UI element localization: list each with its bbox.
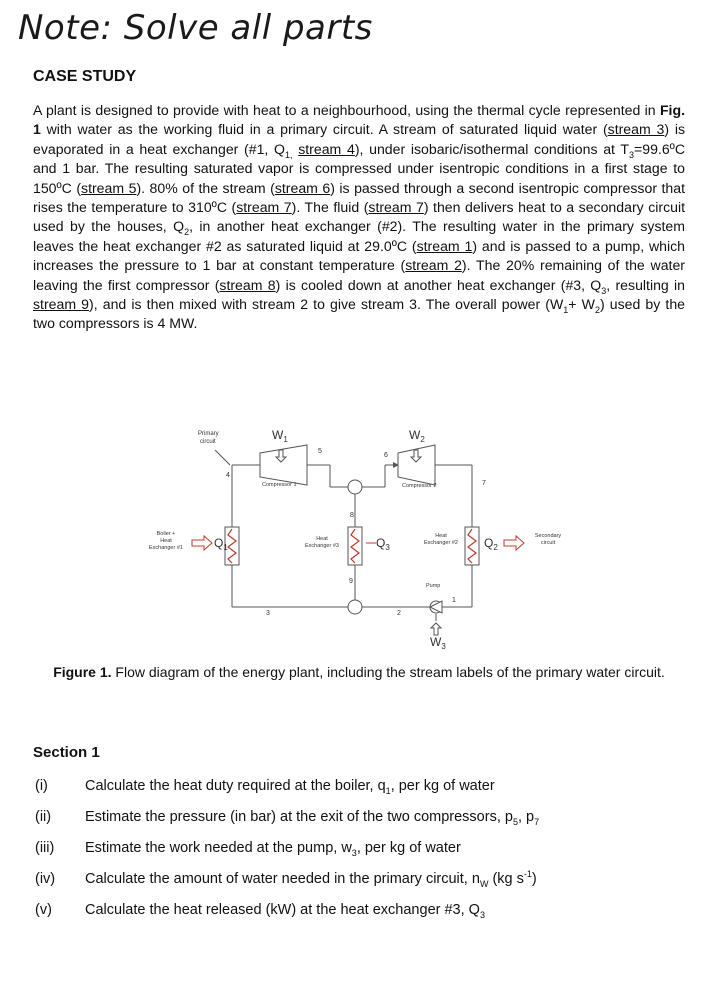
mixer-node: [348, 600, 362, 614]
question-number: (v): [35, 902, 52, 918]
w3-arrow-icon: [431, 623, 441, 635]
splitter-node: [348, 480, 362, 494]
text-u: stream 5: [81, 179, 137, 196]
compressor-2-label: Compressor 2: [402, 483, 437, 489]
text-u: stream 7: [236, 199, 292, 216]
question-text: Calculate the heat released (kW) at the heat exchanger #3, $Q_3$: [85, 902, 485, 920]
text-sub: 5: [512, 816, 518, 827]
stream-3-label: 3: [266, 610, 270, 617]
stream-8-label: 8: [350, 512, 354, 519]
question-number: (iii): [35, 840, 55, 856]
text-u: stream 6: [274, 179, 331, 196]
primary-circuit-label: Primary circuit: [198, 431, 219, 445]
q2-label: $Q_2$: [484, 536, 498, 552]
pump-label: Pump: [426, 583, 441, 589]
question-number: (i): [35, 778, 48, 794]
stream-9-label: 9: [349, 578, 353, 585]
w1-label: $W_1$: [272, 428, 288, 444]
case-study-title: CASE STUDY: [33, 68, 137, 85]
stream-5-label: 5: [318, 448, 322, 455]
stream-1-label: 1: [452, 597, 456, 604]
text-sub: 7: [534, 816, 540, 827]
q1-arrow-icon: [192, 536, 212, 550]
secondary-circuit-label: Secondary circuit: [534, 533, 562, 546]
text-u: stream 9: [33, 296, 90, 313]
text-sub: W: [479, 878, 489, 889]
flow-diagram: [130, 425, 570, 650]
q3-label: $Q_3$: [376, 536, 390, 552]
text-b: Fig. 1: [33, 102, 685, 138]
text-sub: 2: [184, 227, 190, 238]
figure-caption: [33, 663, 685, 681]
handwritten-note: Note: Solve all parts: [18, 8, 373, 48]
text-u: stream 2: [405, 257, 462, 274]
heat-exchanger-3: [348, 527, 362, 565]
text-u: stream 4: [298, 140, 355, 157]
text-sup: -1: [523, 869, 532, 880]
w3-label: $W_3$: [430, 635, 446, 650]
q2-arrow-icon: [504, 536, 524, 550]
text-sub: 1: [563, 304, 569, 315]
stream-6-label: 6: [384, 452, 388, 459]
text-u: stream 7: [368, 199, 424, 216]
stream-4-label: 4: [226, 472, 230, 479]
stream-2-label: 2: [397, 610, 401, 617]
q1-label: $Q_1$: [214, 536, 228, 552]
text-u: stream 3: [607, 121, 665, 138]
heat-exchanger-2: [465, 527, 479, 565]
hx2-label: Heat Exchanger #2: [424, 533, 458, 546]
text-sub: 1: [385, 785, 391, 796]
question-text: Estimate the work needed at the pump, $w_3$, per kg of water: [85, 840, 461, 858]
text-sub: 3: [601, 285, 607, 296]
w2-label: $W_2$: [409, 428, 425, 444]
section-title: Section 1: [33, 744, 100, 761]
figure-caption-text: Flow diagram of the energy plant, including the stream labels of the primary water circuit.: [111, 664, 665, 680]
text-u: stream 8: [219, 276, 276, 293]
text-sub: 3: [629, 149, 635, 160]
text-sub: 3: [351, 847, 357, 858]
question-number: (iv): [35, 871, 56, 887]
text-sub: 3: [479, 909, 485, 920]
stream-7-label: 7: [482, 480, 486, 487]
question-text: Calculate the heat duty required at the boiler, $q_1$, per kg of water: [85, 778, 495, 796]
question-number: (ii): [35, 809, 52, 825]
question-text: Calculate the amount of water needed in the primary circuit, $n_W$ (kg $s^{-1}$): [85, 869, 537, 889]
figure-label: Figure 1.: [53, 664, 112, 680]
hx3-label: Heat Exchanger #3: [305, 536, 339, 549]
boiler-label: Boiler + Heat Exchanger #1: [149, 531, 183, 551]
compressor-1-label: Compressor 1: [262, 482, 297, 488]
text-u: stream 1: [416, 237, 473, 254]
text-sub: 1,: [284, 149, 293, 160]
case-study-paragraph: A plant is designed to provide with heat to a neighbourhood, using the thermal cycle represented in Fig. 1 with water as the working fluid in a primary circuit. A stream of saturated liquid water (stream 3) is evaporated in a heat exchanger (#1, $Q_{1,}$ stream 4), under isobaric/isothermal conditions at $T_3=99.6ºC$ and 1 bar. The resulting saturated vapor is compressed under isentropic conditions in a first stage to 150ºC (stream 5). 80% of the stream (stream 6) is passed through a second isentropic compressor that rises the temperature to 310ºC (stream 7). The fluid (stream 7) then delivers heat to a secondary circuit used by the houses, $Q_2$, in another heat exchanger (#2). The resulting water in the primary system leaves the heat exchanger #2 as saturated liquid at 29.0ºC (stream 1) and is passed to a pump, which increases the pressure to 1 bar at constant temperature (stream 2). The 20% remaining of the water leaving the first compressor (stream 8) is cooled down at another heat exchanger (#3, $Q_3$, resulting in stream 9), and is then mixed with stream 2 to give stream 3. The overall power $(W_1+ W_2)$ used by the two compressors is 4 MW.: [33, 102, 686, 332]
text-sub: 2: [594, 304, 600, 315]
question-text: Estimate the pressure (in bar) at the exit of the two compressors, $p_5$, $p_7$: [85, 809, 540, 827]
